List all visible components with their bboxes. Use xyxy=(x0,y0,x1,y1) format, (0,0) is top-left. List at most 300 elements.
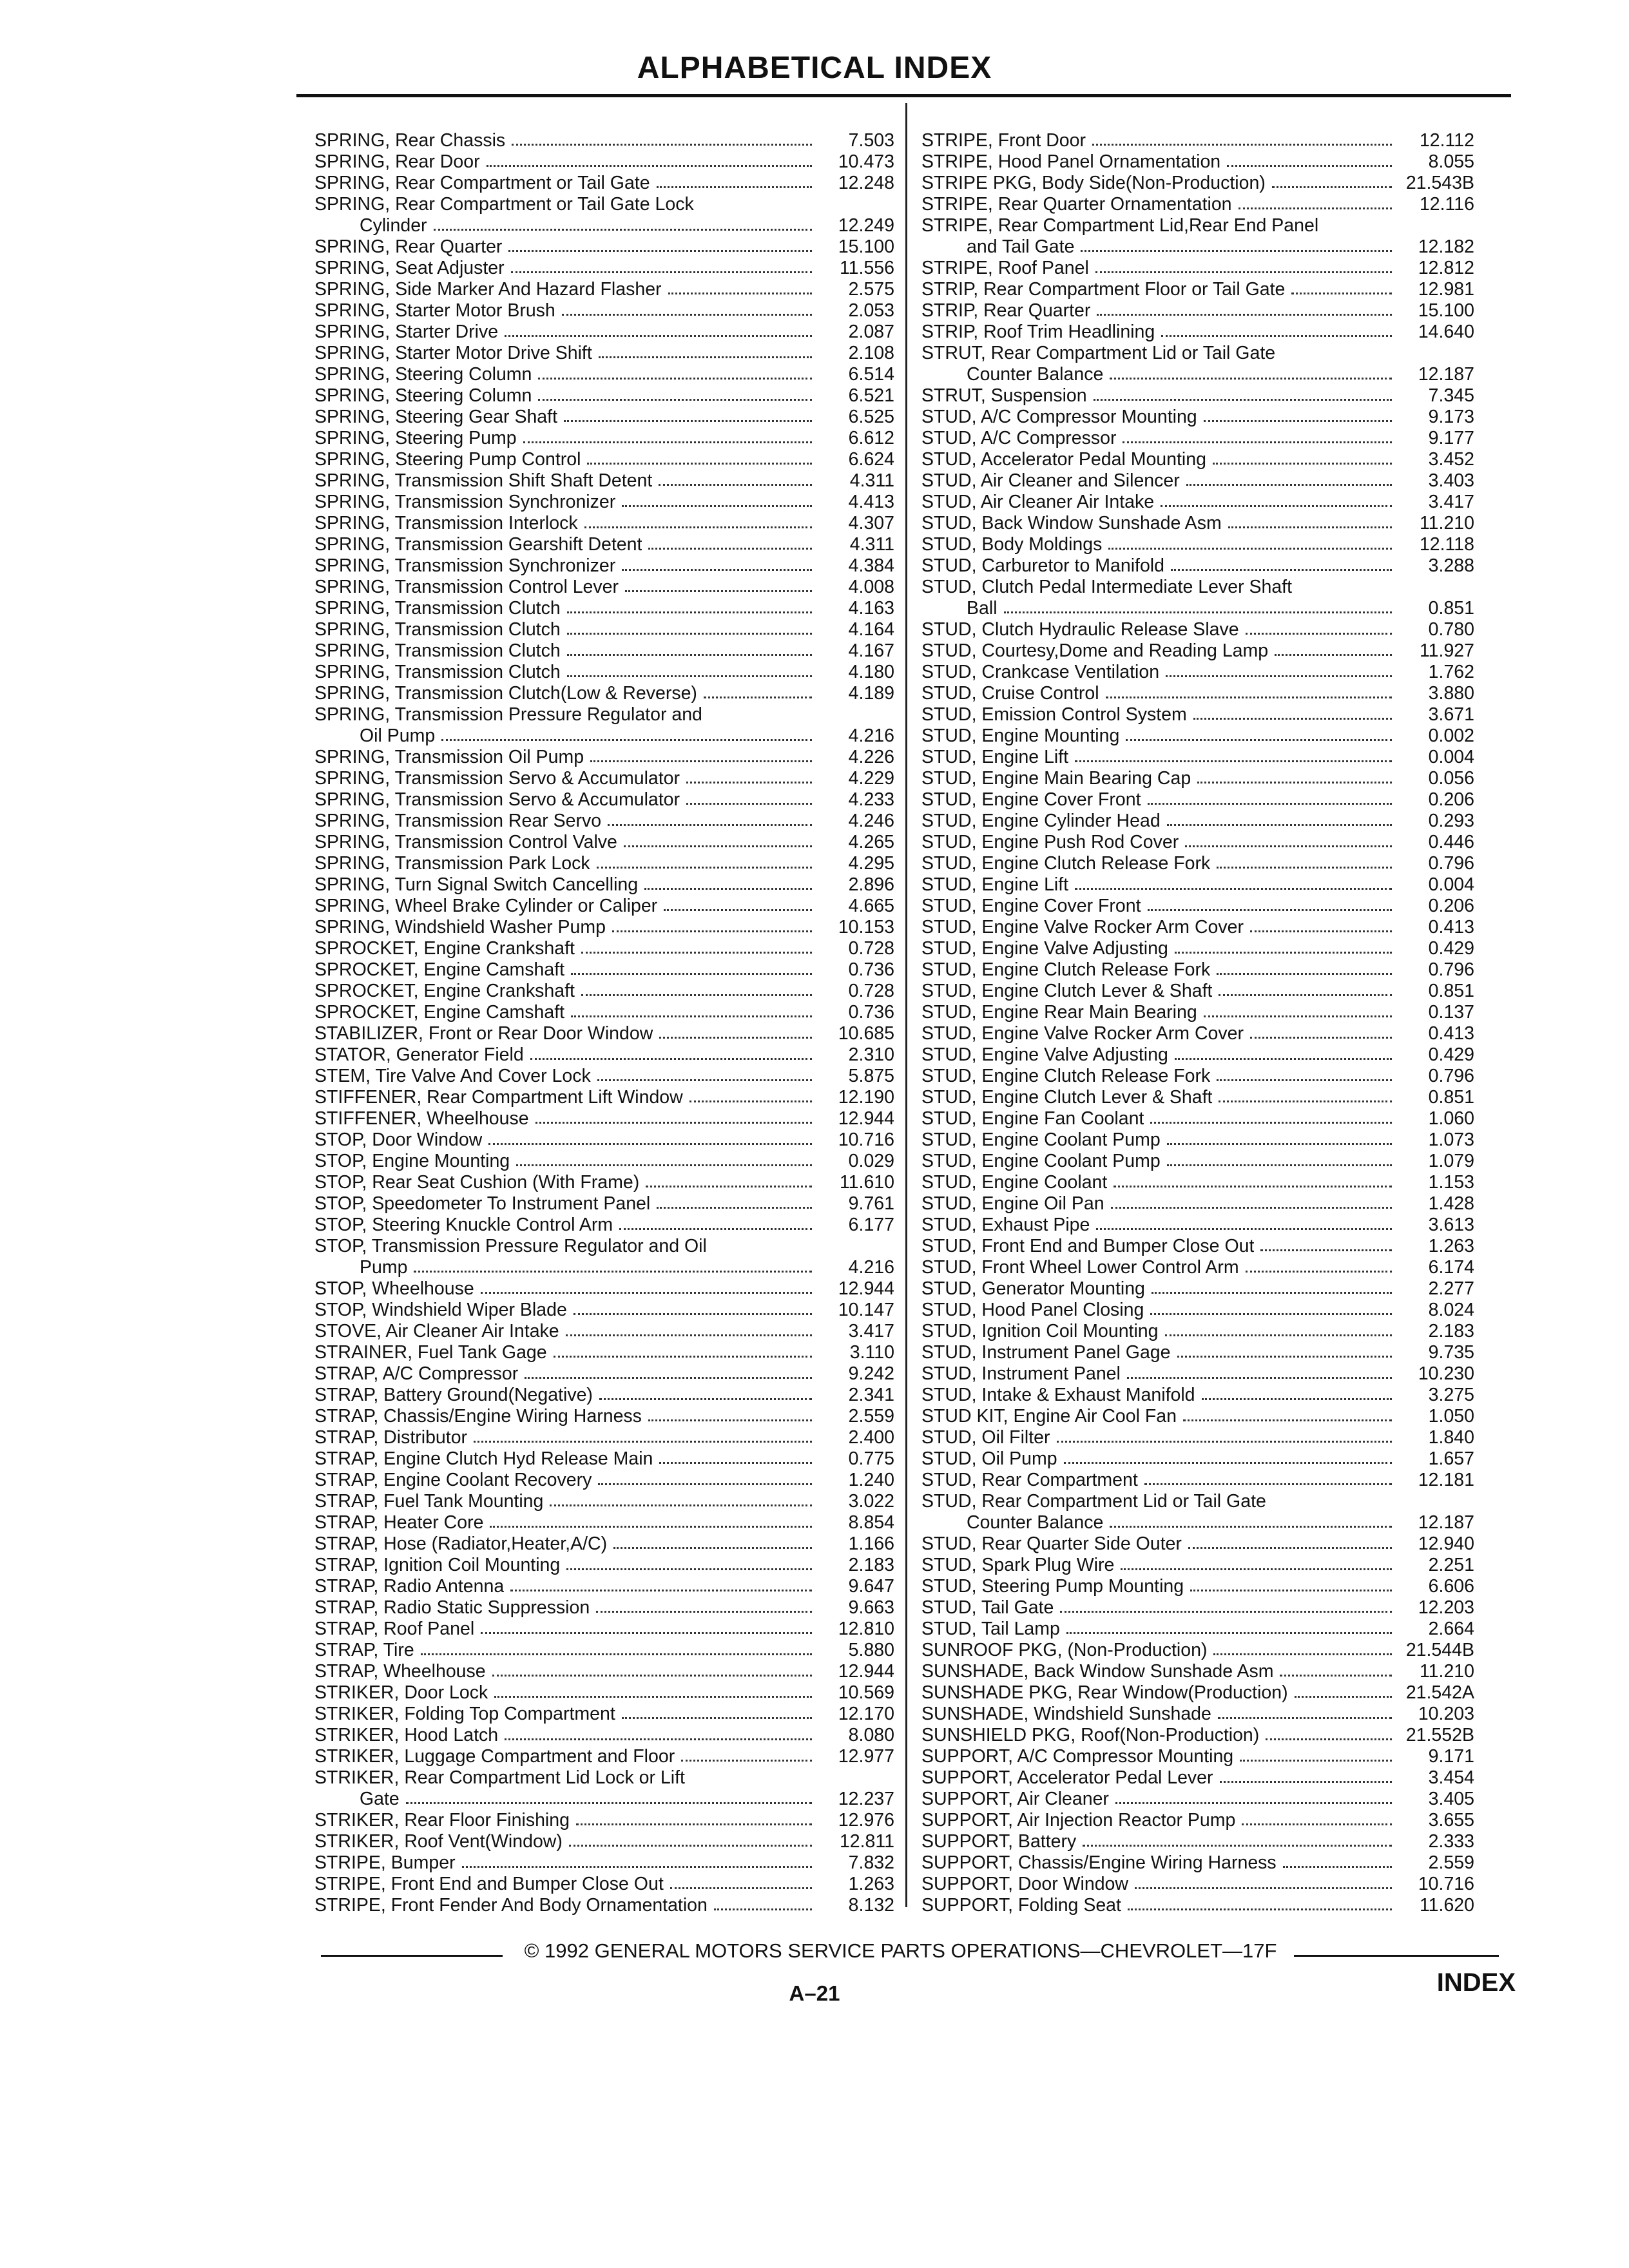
index-entry-text: and Tail Gate xyxy=(967,236,1075,257)
index-entry-text: SPRING, Starter Motor Brush xyxy=(314,300,555,321)
index-entry xyxy=(921,1406,1474,1427)
index-entry-text: SUPPORT, Air Cleaner xyxy=(921,1789,1109,1809)
dot-leader xyxy=(1126,739,1392,741)
index-entry-text: STUD, Air Cleaner and Silencer xyxy=(921,470,1180,491)
index-entry-page-ref: 3.452 xyxy=(1428,449,1474,470)
index-entry xyxy=(921,1385,1474,1406)
index-entry-page-ref: 11.210 xyxy=(1419,513,1474,533)
dot-leader xyxy=(1150,1122,1392,1124)
section-label: INDEX xyxy=(1436,1968,1516,1997)
index-entry-text: STUD, Tail Gate xyxy=(921,1597,1054,1618)
dot-leader xyxy=(596,1611,812,1613)
index-entry xyxy=(921,449,1474,470)
dot-leader xyxy=(1113,1186,1392,1187)
index-entry xyxy=(314,832,894,853)
index-entry-text: STUD, Hood Panel Closing xyxy=(921,1300,1144,1320)
index-entry-text: SPROCKET, Engine Camshaft xyxy=(314,959,565,980)
index-entry xyxy=(314,279,894,300)
index-entry-text: STUD, Engine Clutch Lever & Shaft xyxy=(921,981,1213,1001)
index-entry xyxy=(314,917,894,938)
dot-leader xyxy=(598,1483,812,1485)
index-entry-text: STOP, Rear Seat Cushion (With Frame) xyxy=(314,1172,640,1193)
index-entry-text: SUPPORT, Door Window xyxy=(921,1874,1128,1894)
footer-copyright: © 1992 GENERAL MOTORS SERVICE PARTS OPERATIONS—CHEVROLET—17F xyxy=(524,1939,1277,1962)
index-entry xyxy=(921,640,1474,662)
index-entry-text: SPRING, Seat Adjuster xyxy=(314,258,505,278)
index-entry-text: STOP, Wheelhouse xyxy=(314,1278,474,1299)
index-entry-page-ref: 12.190 xyxy=(838,1087,894,1108)
dot-leader xyxy=(1123,441,1392,443)
index-entry-text: STUD, Intake & Exhaust Manifold xyxy=(921,1385,1195,1405)
index-entry xyxy=(314,130,894,151)
dot-leader xyxy=(1075,888,1392,890)
index-entry-text: STUD, Instrument Panel Gage xyxy=(921,1342,1171,1363)
index-entry-text: SUNSHADE, Windshield Sunshade xyxy=(921,1704,1211,1724)
dot-leader xyxy=(562,314,812,316)
index-entry-text: STUD, Engine Main Bearing Cap xyxy=(921,768,1191,789)
index-entry xyxy=(314,1342,894,1363)
index-entry-page-ref: 4.233 xyxy=(848,789,894,810)
dot-leader xyxy=(1186,484,1392,486)
index-entry-text: STUD, Engine Cover Front xyxy=(921,896,1141,916)
dot-leader xyxy=(587,463,812,465)
index-entry-page-ref: 0.429 xyxy=(1428,938,1474,959)
dot-leader xyxy=(434,229,812,231)
index-entry xyxy=(314,1321,894,1342)
index-entry-text: STIFFENER, Wheelhouse xyxy=(314,1108,529,1129)
index-entry-page-ref: 8.132 xyxy=(848,1895,894,1916)
index-entry-page-ref: 2.341 xyxy=(848,1385,894,1405)
index-entry-page-ref: 15.100 xyxy=(1418,300,1474,321)
index-entry xyxy=(314,151,894,173)
index-entry-page-ref: 9.735 xyxy=(1428,1342,1474,1363)
index-entry-page-ref: 12.112 xyxy=(1419,130,1474,151)
index-entry-text: STUD, Emission Control System xyxy=(921,704,1187,725)
dot-leader xyxy=(567,633,812,635)
index-entry xyxy=(314,1044,894,1066)
dot-leader xyxy=(1280,1675,1392,1677)
index-entry xyxy=(314,407,894,428)
index-entry-page-ref: 12.237 xyxy=(838,1789,894,1809)
index-entry-text: SUPPORT, Folding Seat xyxy=(921,1895,1121,1916)
index-entry xyxy=(921,896,1474,917)
index-entry-page-ref: 2.664 xyxy=(1428,1619,1474,1639)
index-entry xyxy=(921,534,1474,555)
index-entry xyxy=(314,1215,894,1236)
index-entry-page-ref: 0.293 xyxy=(1428,811,1474,831)
index-entry-page-ref: 6.521 xyxy=(848,385,894,406)
index-entry-page-ref: 1.073 xyxy=(1428,1129,1474,1150)
index-entry-page-ref: 1.050 xyxy=(1428,1406,1474,1427)
index-entry-text: SUPPORT, Air Injection Reactor Pump xyxy=(921,1810,1236,1831)
index-entry-text: STATOR, Generator Field xyxy=(314,1044,524,1065)
index-entry-page-ref: 12.248 xyxy=(838,173,894,193)
dot-leader xyxy=(481,1632,812,1634)
index-entry xyxy=(921,1278,1474,1300)
index-entry xyxy=(314,1725,894,1746)
index-entry-text: STUD, Rear Quarter Side Outer xyxy=(921,1533,1182,1554)
index-entry-text: SPRING, Transmission Gearshift Detent xyxy=(314,534,642,555)
dot-leader xyxy=(525,1377,812,1379)
index-entry xyxy=(314,640,894,662)
index-entry xyxy=(921,1470,1474,1491)
dot-leader xyxy=(1150,1313,1392,1315)
index-entry xyxy=(921,151,1474,173)
index-entry-text: SUPPORT, Battery xyxy=(921,1831,1077,1852)
index-entry-text: STUD, Oil Filter xyxy=(921,1427,1050,1448)
index-entry-page-ref: 2.575 xyxy=(848,279,894,300)
index-entry-page-ref: 4.167 xyxy=(848,640,894,661)
index-entry-page-ref: 6.514 xyxy=(848,364,894,385)
index-entry-text: STUD, Engine Clutch Release Fork xyxy=(921,1066,1211,1086)
dot-leader xyxy=(1188,1547,1392,1549)
dot-leader xyxy=(659,484,812,486)
index-entry-text: STUD, Clutch Pedal Intermediate Lever Shaft xyxy=(921,577,1293,597)
index-entry-text: STUD, Engine Cylinder Head xyxy=(921,811,1161,831)
index-entry xyxy=(314,513,894,534)
index-entry xyxy=(314,938,894,959)
index-entry-text: STUD, Engine Coolant Pump xyxy=(921,1129,1161,1150)
index-entry-page-ref: 4.189 xyxy=(848,683,894,704)
index-entry-text: STRAP, Distributor xyxy=(314,1427,468,1448)
index-entry xyxy=(921,1597,1474,1619)
index-entry xyxy=(921,1661,1474,1682)
index-entry-page-ref: 8.854 xyxy=(848,1512,894,1533)
index-entry xyxy=(314,853,894,874)
index-entry-page-ref: 3.275 xyxy=(1428,1385,1474,1405)
index-entry xyxy=(921,1852,1474,1874)
dot-leader xyxy=(644,888,812,890)
dot-leader xyxy=(571,1015,812,1017)
column-divider xyxy=(905,103,907,1907)
index-entry-text: STRIPE, Roof Panel xyxy=(921,258,1089,278)
index-entry-page-ref: 10.147 xyxy=(838,1300,894,1320)
index-entry-page-ref: 0.796 xyxy=(1428,1066,1474,1086)
dot-leader xyxy=(1246,633,1392,635)
index-entry-text: SPRING, Steering Column xyxy=(314,364,532,385)
dot-leader xyxy=(1246,1271,1392,1273)
index-entry xyxy=(314,1576,894,1597)
index-entry-text: STRIPE, Front Fender And Body Ornamentation xyxy=(314,1895,708,1916)
index-entry xyxy=(314,215,894,236)
index-entry-text: SUNSHIELD PKG, Roof(Non-Production) xyxy=(921,1725,1260,1745)
index-entry-page-ref: 10.569 xyxy=(838,1682,894,1703)
index-entry xyxy=(921,874,1474,896)
index-entry-text: SPRING, Transmission Clutch(Low & Reverse) xyxy=(314,683,697,704)
index-entry-text: STUD, Steering Pump Mounting xyxy=(921,1576,1184,1597)
dot-leader xyxy=(511,271,812,273)
index-entry-page-ref: 7.503 xyxy=(848,130,894,151)
index-entry xyxy=(314,1385,894,1406)
index-entry xyxy=(921,322,1474,343)
index-entry-page-ref: 11.927 xyxy=(1419,640,1474,661)
index-entry xyxy=(921,1491,1474,1512)
index-entry-text: STOP, Steering Knuckle Control Arm xyxy=(314,1215,613,1235)
index-entry-text: STRAP, Wheelhouse xyxy=(314,1661,486,1682)
index-entry xyxy=(314,1597,894,1619)
index-entry-text: STUD, Engine Valve Rocker Arm Cover xyxy=(921,1023,1244,1044)
index-entry-page-ref: 0.851 xyxy=(1428,1087,1474,1108)
index-entry-page-ref: 15.100 xyxy=(838,236,894,257)
index-entry-text: STOP, Speedometer To Instrument Panel xyxy=(314,1193,651,1214)
index-entry xyxy=(314,1023,894,1044)
index-entry xyxy=(314,662,894,683)
index-entry xyxy=(921,1129,1474,1151)
dot-leader xyxy=(538,399,812,401)
index-entry xyxy=(921,300,1474,322)
index-entry xyxy=(921,1874,1474,1895)
index-entry-text: SPRING, Transmission Control Valve xyxy=(314,832,617,852)
index-entry xyxy=(314,811,894,832)
index-entry xyxy=(921,1108,1474,1129)
index-entry-text: STRIP, Roof Trim Headlining xyxy=(921,322,1155,342)
dot-leader xyxy=(608,824,812,826)
dot-leader xyxy=(686,803,812,805)
index-entry-text: SPRING, Transmission Park Lock xyxy=(314,853,590,874)
index-entry-text: STRIPE, Rear Quarter Ornamentation xyxy=(921,194,1232,215)
dot-leader xyxy=(1175,952,1392,954)
dot-leader xyxy=(619,1228,812,1230)
index-entry-page-ref: 12.182 xyxy=(1418,236,1474,257)
index-entry-text: STRAP, Tire xyxy=(314,1640,414,1660)
index-entry-text: STUD, Engine Coolant xyxy=(921,1172,1108,1193)
index-entry-page-ref: 14.640 xyxy=(1418,322,1474,342)
index-entry xyxy=(314,1789,894,1810)
index-entry-text: SUNSHADE, Back Window Sunshade Asm xyxy=(921,1661,1274,1682)
dot-leader xyxy=(657,186,812,188)
index-entry xyxy=(921,1810,1474,1831)
dot-leader xyxy=(686,782,812,783)
index-entry-text: SPRING, Turn Signal Switch Cancelling xyxy=(314,874,639,895)
index-entry xyxy=(921,1172,1474,1193)
index-entry xyxy=(921,1746,1474,1767)
index-entry xyxy=(921,1619,1474,1640)
dot-leader xyxy=(659,1037,812,1039)
dot-leader xyxy=(1183,1419,1392,1421)
index-entry-page-ref: 0.206 xyxy=(1428,789,1474,810)
index-entry-text: STUD, Generator Mounting xyxy=(921,1278,1145,1299)
index-entry xyxy=(314,1108,894,1129)
dot-leader xyxy=(590,760,812,762)
index-entry-text: SPRING, Rear Quarter xyxy=(314,236,503,257)
index-entry-text: SPROCKET, Engine Crankshaft xyxy=(314,938,575,959)
index-entry-text: SPRING, Transmission Synchronizer xyxy=(314,492,616,512)
index-entry-text: SUNROOF PKG, (Non-Production) xyxy=(921,1640,1208,1660)
index-entry xyxy=(314,874,894,896)
dot-leader xyxy=(1121,1568,1392,1570)
index-entry xyxy=(314,981,894,1002)
index-entry-page-ref: 4.180 xyxy=(848,662,894,682)
dot-leader xyxy=(648,548,812,550)
dot-leader xyxy=(1250,930,1392,932)
index-entry-page-ref: 0.029 xyxy=(848,1151,894,1171)
dot-leader xyxy=(625,590,812,592)
dot-leader xyxy=(1240,1760,1392,1762)
index-entry xyxy=(314,1874,894,1895)
dot-leader xyxy=(414,1271,812,1273)
index-entry-text: STUD, Carburetor to Manifold xyxy=(921,555,1164,576)
index-entry-page-ref: 9.647 xyxy=(848,1576,894,1597)
index-entry-text: STRAP, Heater Core xyxy=(314,1512,484,1533)
index-entry-page-ref: 7.832 xyxy=(848,1852,894,1873)
dot-leader xyxy=(1167,1143,1392,1145)
dot-leader xyxy=(657,1207,812,1209)
index-entry-page-ref: 12.249 xyxy=(838,215,894,236)
index-entry-page-ref: 12.976 xyxy=(838,1810,894,1831)
index-entry-page-ref: 4.164 xyxy=(848,619,894,640)
index-entry-page-ref: 9.171 xyxy=(1428,1746,1474,1767)
index-entry-text: STUD, Engine Lift xyxy=(921,874,1069,895)
index-entry-page-ref: 4.265 xyxy=(848,832,894,852)
index-entry-text: STUD, Crankcase Ventilation xyxy=(921,662,1160,682)
dot-leader xyxy=(1185,845,1392,847)
index-entry-text: STRAP, Hose (Radiator,Heater,A/C) xyxy=(314,1533,608,1554)
dot-leader xyxy=(523,441,812,443)
index-entry xyxy=(921,853,1474,874)
dot-leader xyxy=(554,1356,812,1358)
dot-leader xyxy=(597,1079,812,1081)
dot-leader xyxy=(714,1908,812,1910)
index-entry-page-ref: 4.216 xyxy=(848,726,894,746)
index-entry-page-ref: 0.137 xyxy=(1428,1002,1474,1023)
index-entry-page-ref: 4.008 xyxy=(848,577,894,597)
dot-leader xyxy=(421,1653,812,1655)
index-entry-text: STRAP, Ignition Coil Mounting xyxy=(314,1555,561,1575)
dot-leader xyxy=(564,420,812,422)
dot-leader xyxy=(1171,569,1392,571)
dot-leader xyxy=(1228,526,1392,528)
index-entry-text: STRIKER, Door Lock xyxy=(314,1682,488,1703)
index-entry xyxy=(921,1300,1474,1321)
index-entry-text: STUD, Engine Valve Adjusting xyxy=(921,938,1168,959)
index-entry xyxy=(921,619,1474,640)
index-entry xyxy=(921,1257,1474,1278)
index-entry-page-ref: 12.981 xyxy=(1418,279,1474,300)
index-entry-page-ref: 9.242 xyxy=(848,1363,894,1384)
index-entry xyxy=(921,917,1474,938)
index-entry-text: STRAINER, Fuel Tank Gage xyxy=(314,1342,547,1363)
index-entry xyxy=(314,492,894,513)
index-entry-text: STEM, Tire Valve And Cover Lock xyxy=(314,1066,591,1086)
index-entry xyxy=(921,407,1474,428)
index-entry xyxy=(921,1066,1474,1087)
index-entry-page-ref: 0.413 xyxy=(1428,1023,1474,1044)
index-entry xyxy=(921,598,1474,619)
index-entry xyxy=(314,726,894,747)
index-entry xyxy=(314,768,894,789)
index-entry xyxy=(921,1831,1474,1852)
dot-leader xyxy=(1110,378,1392,380)
index-entry-text: SPROCKET, Engine Camshaft xyxy=(314,1002,565,1023)
index-entry-page-ref: 3.288 xyxy=(1428,555,1474,576)
index-entry xyxy=(921,577,1474,598)
dot-leader xyxy=(612,930,812,932)
index-entry-page-ref: 3.454 xyxy=(1428,1767,1474,1788)
index-entry xyxy=(921,959,1474,981)
index-entry-text: STRAP, Radio Static Suppression xyxy=(314,1597,590,1618)
index-entry xyxy=(921,1193,1474,1215)
index-entry-text: STRAP, A/C Compressor xyxy=(314,1363,519,1384)
index-entry xyxy=(314,1533,894,1555)
index-entry xyxy=(921,1215,1474,1236)
index-entry-page-ref: 0.004 xyxy=(1428,747,1474,767)
index-entry xyxy=(921,1002,1474,1023)
index-entry-page-ref: 12.811 xyxy=(839,1831,894,1852)
index-entry-page-ref: 3.613 xyxy=(1428,1215,1474,1235)
index-entry xyxy=(314,683,894,704)
index-entry xyxy=(314,1129,894,1151)
index-entry-page-ref: 2.183 xyxy=(1428,1321,1474,1341)
dot-leader xyxy=(1057,1441,1393,1443)
dot-leader xyxy=(508,250,812,252)
index-entry-page-ref: 21.552B xyxy=(1405,1725,1474,1745)
index-entry xyxy=(921,513,1474,534)
dot-leader xyxy=(1219,1100,1392,1102)
index-entry xyxy=(921,236,1474,258)
index-entry-page-ref: 4.295 xyxy=(848,853,894,874)
index-entry-page-ref: 4.246 xyxy=(848,811,894,831)
index-entry-page-ref: 10.203 xyxy=(1418,1704,1474,1724)
index-entry xyxy=(314,1767,894,1789)
index-entry-page-ref: 0.736 xyxy=(848,959,894,980)
index-entry-page-ref: 1.840 xyxy=(1428,1427,1474,1448)
index-entry-page-ref: 2.559 xyxy=(1428,1852,1474,1873)
index-entry-page-ref: 3.417 xyxy=(1428,492,1474,512)
dot-leader xyxy=(670,1887,812,1889)
index-entry xyxy=(314,619,894,640)
index-entry xyxy=(314,1512,894,1533)
index-entry-page-ref: 7.345 xyxy=(1428,385,1474,406)
index-entry-text: STUD, Engine Oil Pan xyxy=(921,1193,1104,1214)
index-entry xyxy=(921,1023,1474,1044)
index-entry-text: Cylinder xyxy=(360,215,427,236)
index-entry-page-ref: 12.810 xyxy=(838,1619,894,1639)
index-entry-text: STOP, Transmission Pressure Regulator and Oil xyxy=(314,1236,707,1256)
index-entry xyxy=(921,1640,1474,1661)
index-entry-text: SPRING, Transmission Pressure Regulator and xyxy=(314,704,702,725)
index-entry-page-ref: 3.655 xyxy=(1428,1810,1474,1831)
title-rule xyxy=(296,94,1511,97)
dot-leader xyxy=(492,1675,812,1677)
dot-leader xyxy=(659,1462,812,1464)
index-entry-text: STUD, Engine Coolant Pump xyxy=(921,1151,1161,1171)
index-entry-page-ref: 12.944 xyxy=(838,1278,894,1299)
index-entry xyxy=(314,470,894,492)
dot-leader xyxy=(646,1186,812,1187)
index-entry-page-ref: 3.880 xyxy=(1428,683,1474,704)
index-entry-text: SPRING, Transmission Synchronizer xyxy=(314,555,616,576)
index-entry-text: SPRING, Transmission Rear Servo xyxy=(314,811,602,831)
index-entry-text: SUNSHADE PKG, Rear Window(Production) xyxy=(921,1682,1288,1703)
index-entry-text: SPRING, Transmission Clutch xyxy=(314,640,561,661)
index-entry xyxy=(314,577,894,598)
index-entry-text: STUD, Engine Valve Adjusting xyxy=(921,1044,1168,1065)
dot-leader xyxy=(1283,1866,1392,1868)
dot-leader xyxy=(581,952,812,954)
index-entry-page-ref: 4.226 xyxy=(848,747,894,767)
index-entry xyxy=(314,1661,894,1682)
index-entry xyxy=(314,1087,894,1108)
dot-leader xyxy=(613,1547,812,1549)
index-entry xyxy=(921,938,1474,959)
index-entry xyxy=(921,428,1474,449)
index-entry-page-ref: 4.384 xyxy=(848,555,894,576)
dot-leader xyxy=(512,144,812,146)
index-entry-page-ref: 11.556 xyxy=(839,258,894,278)
index-entry xyxy=(921,1151,1474,1172)
index-entry-text: SUPPORT, Accelerator Pedal Lever xyxy=(921,1767,1213,1788)
index-entry-page-ref: 2.896 xyxy=(848,874,894,895)
